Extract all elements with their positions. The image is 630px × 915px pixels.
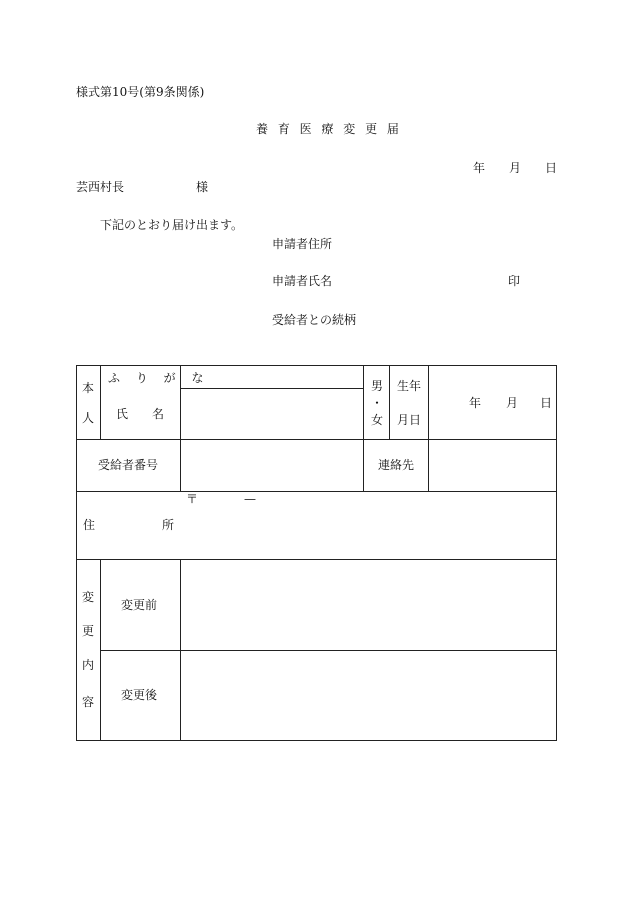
recipient-number-label: 受給者番号 bbox=[98, 458, 159, 472]
birth-col-divider bbox=[389, 365, 390, 439]
postal-dash: — bbox=[244, 492, 256, 506]
person-col-divider bbox=[100, 365, 101, 439]
date-day-label: 日 bbox=[545, 161, 558, 175]
birth-label-1: 生年 bbox=[397, 379, 422, 393]
applicant-address-label: 申請者住所 bbox=[272, 237, 333, 251]
name-label: 氏 名 bbox=[116, 407, 165, 421]
row-divider-2 bbox=[76, 491, 557, 492]
table-border-left bbox=[76, 365, 77, 741]
document-title: 養 育 医 療 変 更 届 bbox=[256, 122, 402, 136]
sex-male[interactable]: 男 bbox=[371, 379, 384, 393]
change-label-3: 内 bbox=[82, 658, 95, 672]
address-label-right: 所 bbox=[162, 518, 175, 532]
furigana-divider bbox=[180, 388, 363, 389]
sex-female[interactable]: 女 bbox=[371, 413, 384, 427]
change-label-4: 容 bbox=[82, 695, 95, 709]
address-label-left: 住 bbox=[83, 518, 96, 532]
recipient-title: 芸西村長 bbox=[76, 180, 125, 194]
person-label-1: 本 bbox=[82, 381, 95, 395]
form-number: 様式第10号(第9条関係) bbox=[76, 85, 205, 99]
intro-text: 下記のとおり届け出ます。 bbox=[100, 218, 244, 232]
change-col-divider bbox=[100, 559, 101, 741]
change-divider bbox=[100, 650, 557, 651]
birth-label-2: 月日 bbox=[397, 413, 422, 427]
application-table bbox=[76, 365, 557, 741]
row-divider-1 bbox=[76, 439, 557, 440]
after-change-label: 変更後 bbox=[121, 688, 158, 702]
furigana-label: ふ り が な bbox=[108, 371, 210, 385]
table-border-top bbox=[76, 365, 557, 366]
birth-month-label: 月 bbox=[506, 396, 519, 410]
recipient-honorific: 様 bbox=[196, 180, 209, 194]
applicant-name-label: 申請者氏名 bbox=[272, 274, 333, 288]
relation-label: 受給者との続柄 bbox=[272, 313, 357, 327]
birth-day-label: 日 bbox=[540, 396, 553, 410]
postal-mark: 〒 bbox=[186, 492, 199, 506]
contact-label: 連絡先 bbox=[378, 458, 415, 472]
seal-mark: 印 bbox=[508, 274, 521, 288]
birth-year-label: 年 bbox=[469, 396, 482, 410]
label-col-divider-bottom bbox=[180, 559, 181, 741]
date-month-label: 月 bbox=[509, 161, 522, 175]
birth-value-divider bbox=[428, 365, 429, 491]
table-border-right bbox=[556, 365, 557, 741]
change-label-1: 変 bbox=[82, 590, 95, 604]
sex-col-divider bbox=[363, 365, 364, 491]
sex-separator: ・ bbox=[371, 396, 384, 410]
date-year-label: 年 bbox=[473, 161, 486, 175]
before-change-label: 変更前 bbox=[121, 598, 158, 612]
person-label-2: 人 bbox=[82, 411, 95, 425]
change-label-2: 更 bbox=[82, 624, 95, 638]
table-border-bottom bbox=[76, 740, 557, 741]
row-divider-3 bbox=[76, 559, 557, 560]
